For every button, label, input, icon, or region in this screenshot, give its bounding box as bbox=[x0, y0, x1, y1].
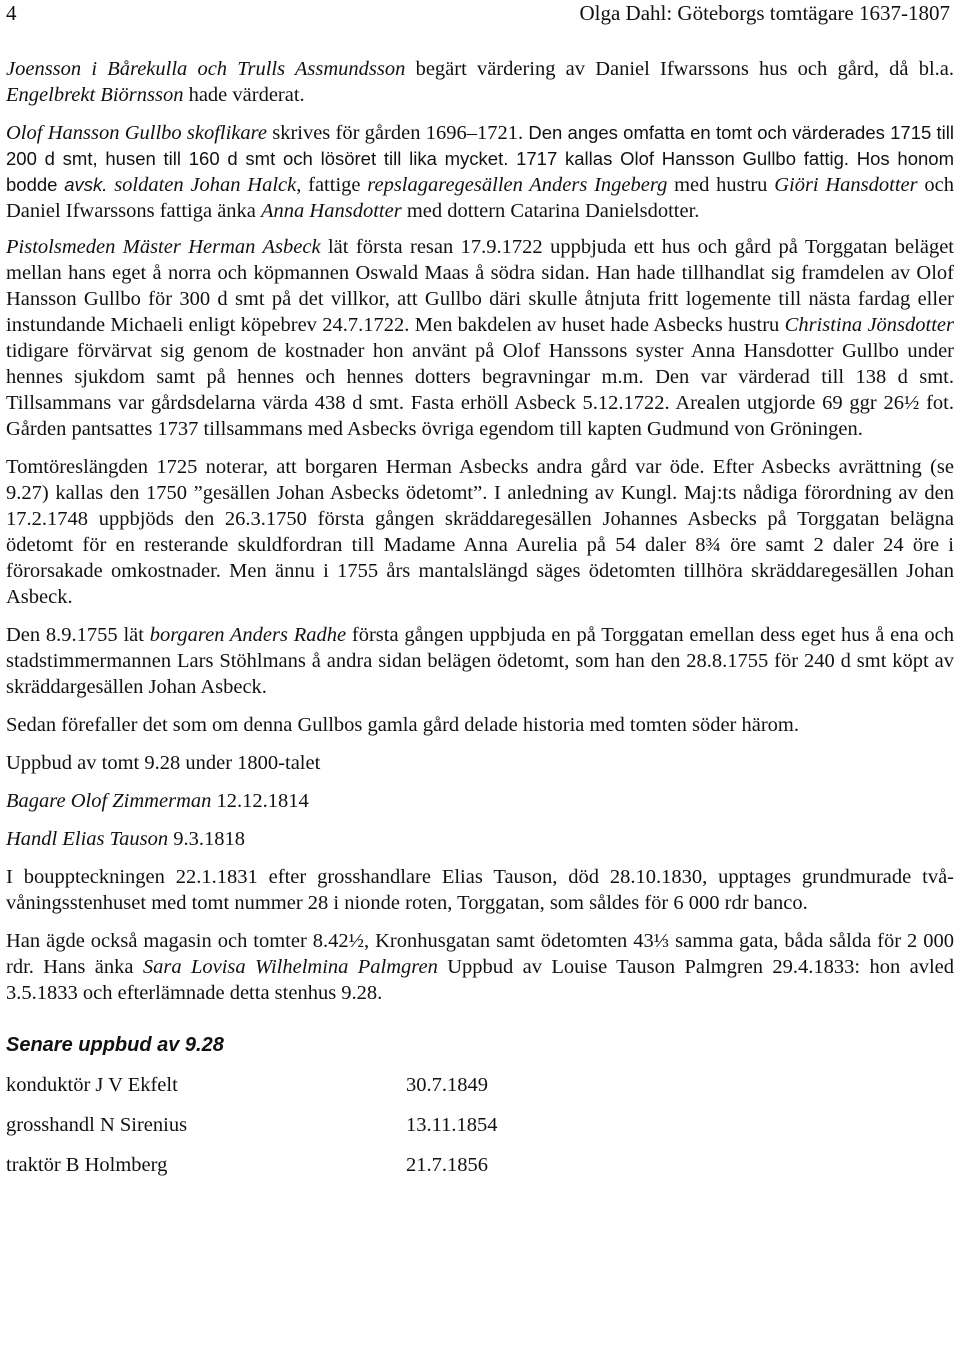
bid-row bbox=[6, 1072, 954, 1098]
paragraph-8 bbox=[6, 788, 954, 814]
text: Tomtöreslängden 1725 noterar, att borgaren Herman Asbecks andra gård var öde. Efter Asbecks avrättning (se 9.27) kallas den 1750 ”gesällen Johan Asbecks ödetomt”. I anledning av Kungl. Maj:ts nådiga förordning av den 17.2.1748 uppbjöds den 26.3.1750 första gången skräddaregesällen Johannes Asbecks på Torggatan belägna ödetomt för en resterande skuldfordran till Madame Anna Aurelia på 54 daler 8¾ öre samt 2 daler 24 öre i förorsakade omkostnader. Men ännu i 1755 års mantalslängd säges ödetomten tillhöra skräddaregesällen Johan Asbeck. bbox=[6, 456, 954, 608]
text-italic: Olof Hansson Gullbo skoflikare bbox=[6, 122, 267, 144]
text-sans: Den anges omfatta en tomt och värderades 1715 till 200 d smt, husen till 160 d smt och lösöret till lika mycket. 1717 kallas Olof Hansson Gullbo fattig. Hos honom bodde bbox=[6, 122, 954, 195]
document-page bbox=[6, 0, 954, 1178]
bid-date: 30.7.1849 bbox=[406, 1074, 488, 1096]
text: första gången uppbjuda en på Torggatan emellan dess eget hus å ena och stadstimmermannen Lars Stöhlmans å andra sidan belägen ödetomt, som han den 28.8.1755 för 240 d smt köpt av skräddargesällen Johan Asbeck. bbox=[6, 624, 954, 698]
page-header bbox=[6, 0, 954, 26]
text-italic: Joensson i Bårekulla och Trulls Assmundsson bbox=[6, 58, 406, 80]
text-sans-italic: avsk. bbox=[64, 174, 108, 195]
text-italic: Handl Elias Tauson bbox=[6, 828, 169, 850]
text-italic: Giöri Hansdotter bbox=[774, 174, 918, 196]
paragraph-5 bbox=[6, 622, 954, 700]
text-italic: soldaten Johan Halck bbox=[114, 174, 297, 196]
section-heading: Senare uppbud av 9.28 bbox=[6, 1034, 224, 1056]
text: , fattige bbox=[296, 174, 368, 196]
bid-name: grosshandl N Sirenius bbox=[6, 1114, 188, 1136]
text-italic: Christina Jönsdotter bbox=[784, 314, 954, 336]
text: I bouppteckningen 22.1.1831 efter grosshandlare Elias Tauson, död 28.10.1830, upptages grundmurade två-våningsstenhuset med tomt nummer 28 i nionde roten, Torggatan, som såldes för 6 000 rdr banco. bbox=[6, 866, 954, 914]
paragraph-1 bbox=[6, 56, 954, 108]
text: begärt värdering av Daniel Ifwarssons hus och gård, då bl.a. bbox=[405, 58, 954, 80]
bid-name: traktör B Holmberg bbox=[6, 1154, 168, 1176]
text: Den 8.9.1755 lät bbox=[6, 624, 150, 646]
paragraph-6 bbox=[6, 712, 954, 738]
paragraph-11 bbox=[6, 928, 954, 1006]
text: Han ägde också magasin och tomter 8.42½, Kronhusgatan samt ödetomten 43⅓ samma gata, båda sålda för 2 000 rdr. Hans änka bbox=[6, 930, 954, 978]
text: Uppbud av Louise Tauson Palmgren 29.4.1833: hon avled 3.5.1833 och efterlämnade detta stenhus 9.28. bbox=[6, 956, 955, 1004]
bid-row bbox=[6, 1112, 954, 1138]
paragraph-7 bbox=[6, 750, 954, 776]
text: 9.3.1818 bbox=[168, 828, 246, 850]
paragraph-10 bbox=[6, 864, 954, 916]
text: Sedan förefaller det som om denna Gullbos gamla gård delade historia med tomten söder härom. bbox=[6, 714, 800, 736]
bid-row bbox=[6, 1152, 954, 1178]
text-italic: repslagaregesällen Anders Ingeberg bbox=[367, 174, 668, 196]
text-italic: Sara Lovisa Wilhelmina Palmgren bbox=[142, 956, 438, 978]
text: 12.12.1814 bbox=[211, 790, 309, 812]
text-italic: Bagare Olof Zimmerman bbox=[6, 790, 212, 812]
running-title: Olga Dahl: Göteborgs tomtägare 1637-1807 bbox=[579, 1, 950, 25]
text: skrives för gården 1696–1721. bbox=[266, 122, 529, 144]
text: med dottern Catarina Danielsdotter. bbox=[401, 200, 700, 222]
paragraph-4 bbox=[6, 454, 954, 610]
text: lät första resan 17.9.1722 uppbjuda ett hus och gård på Torggatan beläget mellan hans eget å norra och köpmannen Oswald Maas å södra sidan. Han hade tillhandlat sig framdelen av Olof Hansson Gullbo för 300 d smt på det villkor, att Gullbo däri skulle åtnjuta fritt logemente till nästa fardag eller instundande Michaeli enligt köpebrev 24.7.1722. Men bakdelen av huset hade Asbecks hustru bbox=[6, 236, 954, 336]
bid-date: 13.11.1854 bbox=[406, 1114, 498, 1136]
paragraph-2 bbox=[6, 120, 954, 224]
text: hade värderat. bbox=[183, 84, 305, 106]
text: tidigare förvärvat sig genom de kostnader hon använt på Olof Hanssons syster Anna Hansdotter Gullbo under hennes sjukdom samt på hennes och hennes dotters begravningar m.m. Den var värderad till 138 d smt. Tillsammans var gårdsdelarna värda 438 d smt. Fasta erhöll Asbeck 5.12.1722. Arealen utgjorde 69 ggr 26½ fot. Gården pantsattes 1737 tillsammans med Asbecks övriga egendom till kapten Gudmund von Gröningen. bbox=[6, 340, 954, 440]
bid-date: 21.7.1856 bbox=[406, 1154, 488, 1176]
text: med hustru bbox=[667, 174, 775, 196]
text-italic: borgaren Anders Radhe bbox=[149, 624, 347, 646]
paragraph-9 bbox=[6, 826, 954, 852]
text-italic: Anna Hansdotter bbox=[261, 200, 402, 222]
text: Uppbud av tomt 9.28 under 1800-talet bbox=[6, 752, 321, 774]
text: och Daniel Ifwarssons fattiga änka bbox=[6, 174, 954, 222]
text-italic: Engelbrekt Biörnsson bbox=[6, 84, 184, 106]
page-number: 4 bbox=[6, 1, 17, 25]
paragraph-3 bbox=[6, 234, 954, 442]
text-italic: Pistolsmeden Mäster Herman Asbeck bbox=[6, 236, 321, 258]
bid-name: konduktör J V Ekfelt bbox=[6, 1074, 178, 1096]
